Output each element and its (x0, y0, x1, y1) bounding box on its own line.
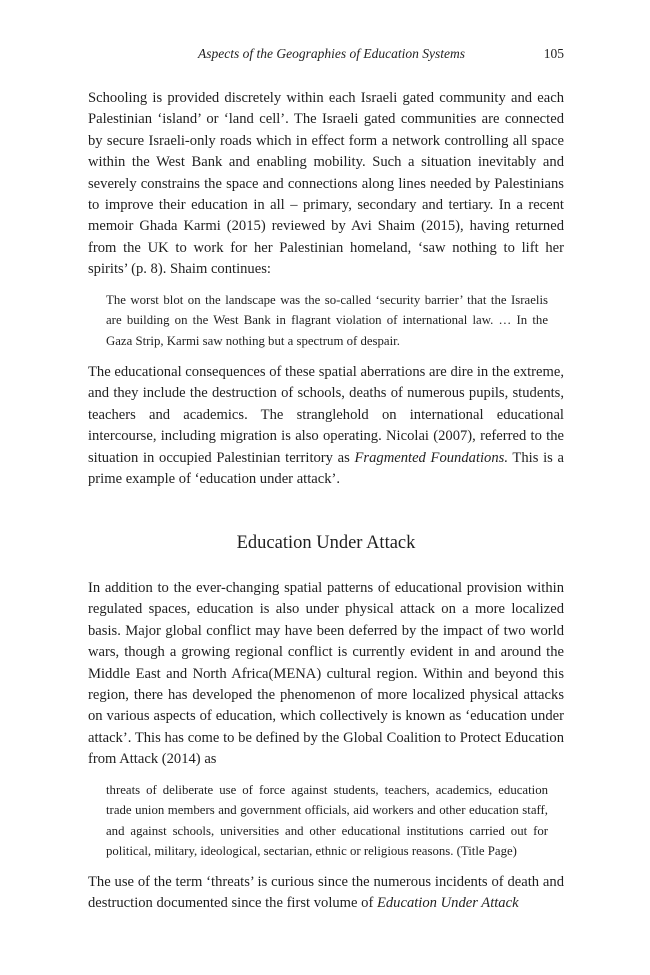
body-paragraph (88, 578, 564, 771)
block-quote: threats of deliberate use of force against students, teachers, academics, education trade union members and government officials, aid workers and other education staff, and against schools, universities and other educational institutions carried out for political, military, ideological, sectarian, ethnic or religious reasons. (Title Page) (106, 783, 548, 859)
italic-title-run: Education Under Attack (376, 895, 519, 912)
section-heading: Education Under Attack (236, 533, 416, 553)
text-run: The use of the term ‘threats’ is curious since the numerous incidents of death and destruction documented since the first volume of (88, 874, 564, 912)
body-paragraph (88, 362, 564, 490)
page-number: 105 (543, 46, 564, 61)
body-paragraph (88, 872, 564, 915)
body-paragraph (88, 88, 564, 281)
text-run: This is a prime example of ‘education under attack’. (88, 449, 564, 488)
text-run: Schooling is provided discretely within each Israeli gated community and each Palestinian ‘island’ or ‘land cell’. The Israeli gated communities are connected by secure Israeli-only roads which in effect form a network controlling all space within the West Bank and enabling mobility. Such a situation inevitably and severely constrains the space and connections along lines needed by Palestinians to improve their education in all – primary, secondary and tertiary. In a recent memoir Ghada Karmi (2015) reviewed by Avi Shaim (2015), having returned from the UK to work for her Palestinian homeland, ‘saw nothing to lift her spirits’ (p. 8). Shaim continues: (88, 90, 564, 278)
italic-title-run: Fragmented Foundations. (354, 449, 508, 466)
block-quote: The worst blot on the landscape was the so-called ‘security barrier’ that the Israelis are building on the West Bank in flagrant violation of international law. … In the Gaza Strip, Karmi saw nothing but a spectrum of despair. (106, 293, 548, 348)
text-run: The educational consequences of these spatial aberrations are dire in the extreme, and they include the destruction of schools, deaths of numerous pupils, students, teachers and academics. The stranglehold on international educational intercourse, including migration is also operating. Nicolai (2007), referred to the situation in occupied Palestinian territory as (88, 364, 564, 466)
running-title: Aspects of the Geographies of Education Systems (198, 46, 465, 61)
text-run: In addition to the ever-changing spatial patterns of educational provision within regulated spaces, education is also under physical attack on a more localized basis. Major global conflict may have been deferred by the impact of two world wars, though a growing regional conflict is currently evident in and around the Middle East and North Africa(MENA) cultural region. Within and beyond this region, there has developed the phenomenon of more localized physical attacks on various aspects of education, which collectively is known as ‘education under attack’. This has come to be defined by the Global Coalition to Protect Education from Attack (2014) as (88, 580, 564, 768)
running-head (88, 46, 564, 66)
